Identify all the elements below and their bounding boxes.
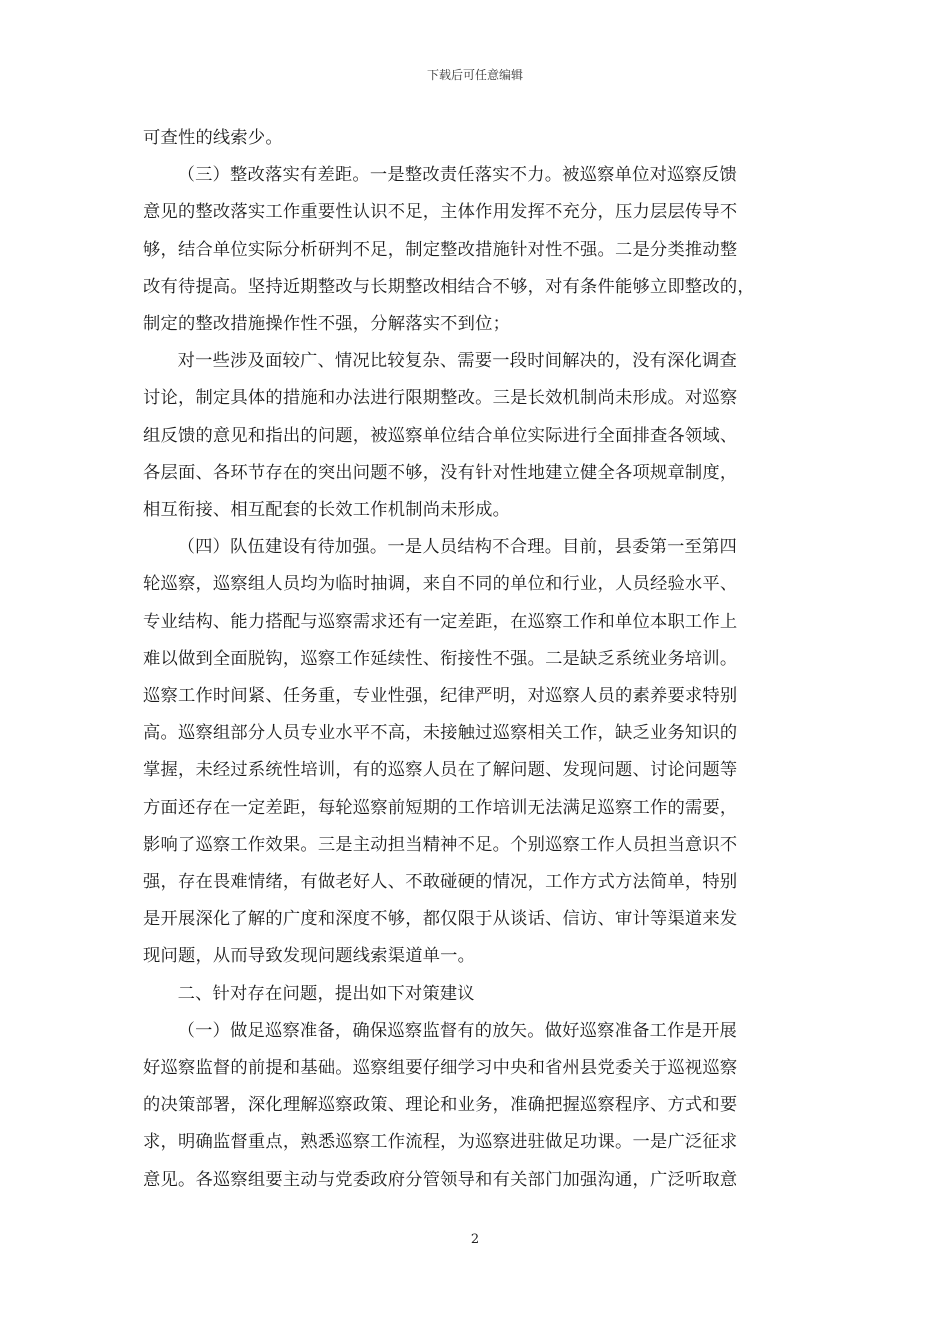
text-line: 现问题，从而导致发现问题线索渠道单一。	[143, 946, 476, 967]
text-line: 讨论，制定具体的措施和办法进行限期整改。三是长效机制尚未形成。对巡察	[143, 388, 738, 409]
text-line: 影响了巡察工作效果。三是主动担当精神不足。个别巡察工作人员担当意识不	[143, 834, 738, 855]
text-line: （一）做足巡察准备，确保巡察监督有的放矢。做好巡察准备工作是开展	[177, 1020, 737, 1041]
text-line: 二、针对存在问题，提出如下对策建议	[177, 983, 475, 1004]
paragraph	[143, 120, 811, 157]
text-line: 掌握，未经过系统性培训，有的巡察人员在了解问题、发现问题、讨论问题等	[143, 760, 738, 781]
text-line: 制定的整改措施操作性不强，分解落实不到位；	[143, 314, 511, 335]
text-line: 巡察工作时间紧、任务重，专业性强，纪律严明，对巡察人员的素养要求特别	[143, 686, 738, 707]
paragraph	[143, 157, 811, 343]
text-line: 求，明确监督重点，熟悉巡察工作流程，为巡察进驻做足功课。一是广泛征求	[143, 1132, 738, 1153]
text-line: 意见。各巡察组要主动与党委政府分管领导和有关部门加强沟通，广泛听取意	[143, 1169, 738, 1190]
document-body	[143, 120, 811, 1199]
text-line: 高。巡察组部分人员专业水平不高，未接触过巡察相关工作，缺乏业务知识的	[143, 723, 738, 744]
paragraph	[143, 343, 811, 529]
text-line: 专业结构、能力搭配与巡察需求还有一定差距，在巡察工作和单位本职工作上	[143, 611, 738, 632]
paragraph	[143, 529, 811, 975]
header-text: 下载后可任意编辑	[426, 68, 523, 82]
text-line: 强，存在畏难情绪，有做老好人、不敢碰硬的情况，工作方式方法简单，特别	[143, 872, 738, 893]
text-line: 可查性的线索少。	[143, 128, 283, 148]
text-line: 意见的整改落实工作重要性认识不足，主体作用发挥不充分，压力层层传导不	[143, 202, 738, 223]
text-line: 好巡察监督的前提和基础。巡察组要仔细学习中央和省州县党委关于巡视巡察	[143, 1058, 738, 1079]
text-line: 轮巡察，巡察组人员均为临时抽调，来自不同的单位和行业，人员经验水平、	[143, 574, 738, 595]
text-line: 各层面、各环节存在的突出问题不够，没有针对性地建立健全各项规章制度，	[143, 462, 738, 483]
text-line: 改有待提高。坚持近期整改与长期整改相结合不够，对有条件能够立即整改的，	[143, 276, 755, 297]
paragraph	[143, 976, 811, 1013]
text-line: （三）整改落实有差距。一是整改责任落实不力。被巡察单位对巡察反馈	[177, 165, 737, 186]
text-line: 方面还存在一定差距，每轮巡察前短期的工作培训无法满足巡察工作的需要，	[143, 797, 738, 818]
page-header	[0, 68, 950, 82]
paragraph	[143, 1013, 811, 1199]
page-footer	[0, 1232, 950, 1248]
text-line: 相互衔接、相互配套的长效工作机制尚未形成。	[143, 500, 511, 521]
text-line: 组反馈的意见和指出的问题，被巡察单位结合单位实际进行全面排查各领域、	[143, 425, 738, 446]
text-line: （四）队伍建设有待加强。一是人员结构不合理。目前，县委第一至第四	[177, 537, 737, 558]
text-line: 的决策部署，深化理解巡察政策、理论和业务，准确把握巡察程序、方式和要	[143, 1095, 738, 1116]
text-line: 难以做到全面脱钩，巡察工作延续性、衔接性不强。二是缺乏系统业务培训。	[143, 648, 738, 669]
page-number: 2	[470, 1232, 480, 1247]
text-line: 够，结合单位实际分析研判不足，制定整改措施针对性不强。二是分类推动整	[143, 239, 738, 260]
text-line: 对一些涉及面较广、情况比较复杂、需要一段时间解决的，没有深化调查	[177, 351, 737, 372]
text-line: 是开展深化了解的广度和深度不够，都仅限于从谈话、信访、审计等渠道来发	[143, 909, 738, 930]
